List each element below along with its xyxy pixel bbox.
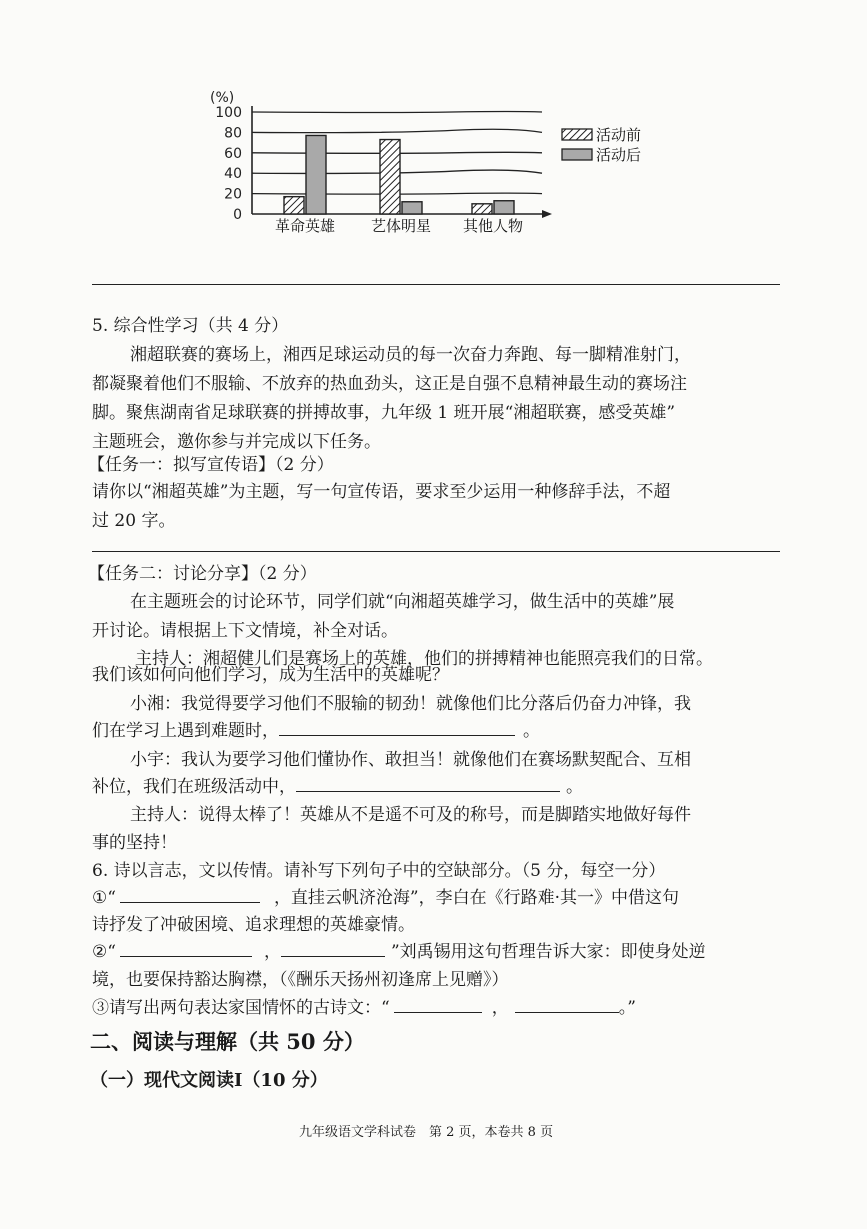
bar-after: [494, 201, 514, 214]
q5-title: 5. 综合性学习（共 4 分）: [92, 316, 289, 336]
y-tick-label: 60: [224, 145, 242, 162]
section2-title: 二、阅读与理解（共 50 分）: [90, 1029, 365, 1054]
q6-item2-text: ”刘禹锡用这句哲理告诉大家：即使身处逆: [390, 942, 706, 962]
y-tick-label: 80: [224, 125, 242, 142]
host-line-1: 主持人：湘超健儿们是赛场上的英雄，他们的拼搏精神也能照亮我们的日常。: [135, 649, 713, 669]
xiaoxiang-line-2: [92, 717, 540, 746]
q6-blank-2[interactable]: [120, 938, 252, 957]
q6-blank-5[interactable]: [515, 994, 619, 1013]
xiaoxiang-blank[interactable]: [279, 717, 515, 736]
q6-item2-line1: [92, 938, 706, 967]
task2-intro-2: 开讨论。请根据上下文情境，补全对话。: [92, 621, 398, 641]
xiaoyu-blank[interactable]: [296, 773, 560, 792]
bar-before: [472, 204, 492, 214]
y-tick-label: 20: [224, 186, 242, 203]
q6-item1-line2: 诗抒发了冲破困境、追求理想的英雄豪情。: [92, 915, 415, 935]
answer-line-chart: [92, 284, 780, 285]
task1-text-2: 过 20 字。: [92, 511, 176, 531]
task1-title: 【任务一：拟写宣传语】（2 分）: [88, 455, 334, 475]
task1-answer-line[interactable]: [92, 551, 780, 552]
xiaoyu-line-2: [92, 773, 583, 802]
legend-label: 活动后: [596, 146, 642, 164]
xiaoxiang-prefix: 们在学习上遇到难题时，: [92, 721, 279, 741]
gridline: [252, 129, 542, 132]
q5-intro-2: 都凝聚着他们不服输、不放弃的热血劲头，这正是自强不息精神最生动的赛场注: [92, 374, 687, 394]
x-category-label: 其他人物: [462, 217, 524, 235]
y-tick-label: 40: [224, 166, 242, 183]
xiaoxiang-line-1: 小湘：我觉得要学习他们不服输的韧劲！就像他们比分落后仍奋力冲锋，我: [130, 694, 691, 714]
q6-blank-3[interactable]: [281, 938, 385, 957]
xiaoyu-prefix: 补位，我们在班级活动中，: [92, 777, 296, 797]
bar-before: [380, 140, 400, 214]
xiaoyu-line-1: 小宇：我认为要学习他们懂协作、敢担当！就像他们在赛场默契配合、互相: [130, 750, 691, 770]
q6-item1-open: ①“: [92, 888, 116, 908]
bar-before: [284, 197, 304, 214]
q6-item3-line: [92, 994, 636, 1023]
y-tick-label: 100: [215, 105, 242, 121]
xiaoxiang-period: 。: [523, 721, 540, 741]
q6-blank-1[interactable]: [120, 884, 260, 903]
y-tick-label: 0: [233, 207, 242, 223]
bar-chart: [190, 80, 690, 240]
gridline: [252, 112, 542, 113]
q5-intro-1: 湘超联赛的赛场上，湘西足球运动员的每一次奋力奔跑、每一脚精准射门，: [130, 345, 691, 365]
q6-title: 6. 诗以言志，文以传情。请补写下列句子中的空缺部分。（5 分，每空一分）: [92, 861, 666, 881]
q6-item3-comma: ，: [491, 998, 509, 1018]
host-end-1: 主持人：说得太棒了！英雄从不是遥不可及的称号，而是脚踏实地做好每件: [130, 805, 691, 825]
task2-intro-1: 在主题班会的讨论环节，同学们就“向湘超英雄学习，做生活中的英雄”展: [130, 592, 675, 612]
task1-text-1: 请你以“湘超英雄”为主题，写一句宣传语，要求至少运用一种修辞手法，不超: [92, 482, 671, 502]
y-unit-label: (%): [210, 90, 235, 106]
legend-swatch: [562, 149, 592, 160]
x-axis-arrow: [542, 210, 552, 218]
legend-label: 活动前: [596, 126, 642, 144]
legend-swatch: [562, 129, 592, 140]
q6-item2-comma: ，: [263, 942, 281, 962]
bar-after: [306, 135, 326, 214]
q5-intro-3: 脚。聚焦湖南省足球联赛的拼搏故事，九年级 1 班开展“湘超联赛，感受英雄”: [92, 403, 676, 423]
q6-item2-line2: 境，也要保持豁达胸襟，（《酬乐天扬州初逢席上见赠》）: [92, 970, 509, 990]
host-end-2: 事的坚持！: [92, 833, 177, 853]
q6-blank-4[interactable]: [394, 994, 482, 1013]
section2-sub1: （一）现代文阅读Ⅰ（10 分）: [90, 1070, 328, 1091]
host-line-2: 我们该如何向他们学习，成为生活中的英雄呢？: [92, 665, 449, 685]
x-category-label: 革命英雄: [274, 217, 336, 235]
x-category-label: 艺体明星: [370, 217, 432, 235]
q6-item2-open: ②“: [92, 942, 116, 962]
task2-title: 【任务二：讨论分享】（2 分）: [88, 564, 317, 584]
q6-item1-line1: [92, 884, 679, 913]
page-footer: 九年级语文学科试卷 第 2 页，本卷共 8 页: [299, 1125, 554, 1140]
q6-item3-close: 。”: [618, 998, 636, 1018]
q6-item3-text: ③请写出两句表达家国情怀的古诗文：“: [92, 998, 390, 1018]
bar-after: [402, 202, 422, 214]
q5-intro-4: 主题班会，邀你参与并完成以下任务。: [92, 432, 381, 452]
xiaoyu-period: 。: [566, 777, 583, 797]
q6-item1-text: ，直挂云帆济沧海”，李白在《行路难·其一》中借这句: [273, 888, 680, 908]
